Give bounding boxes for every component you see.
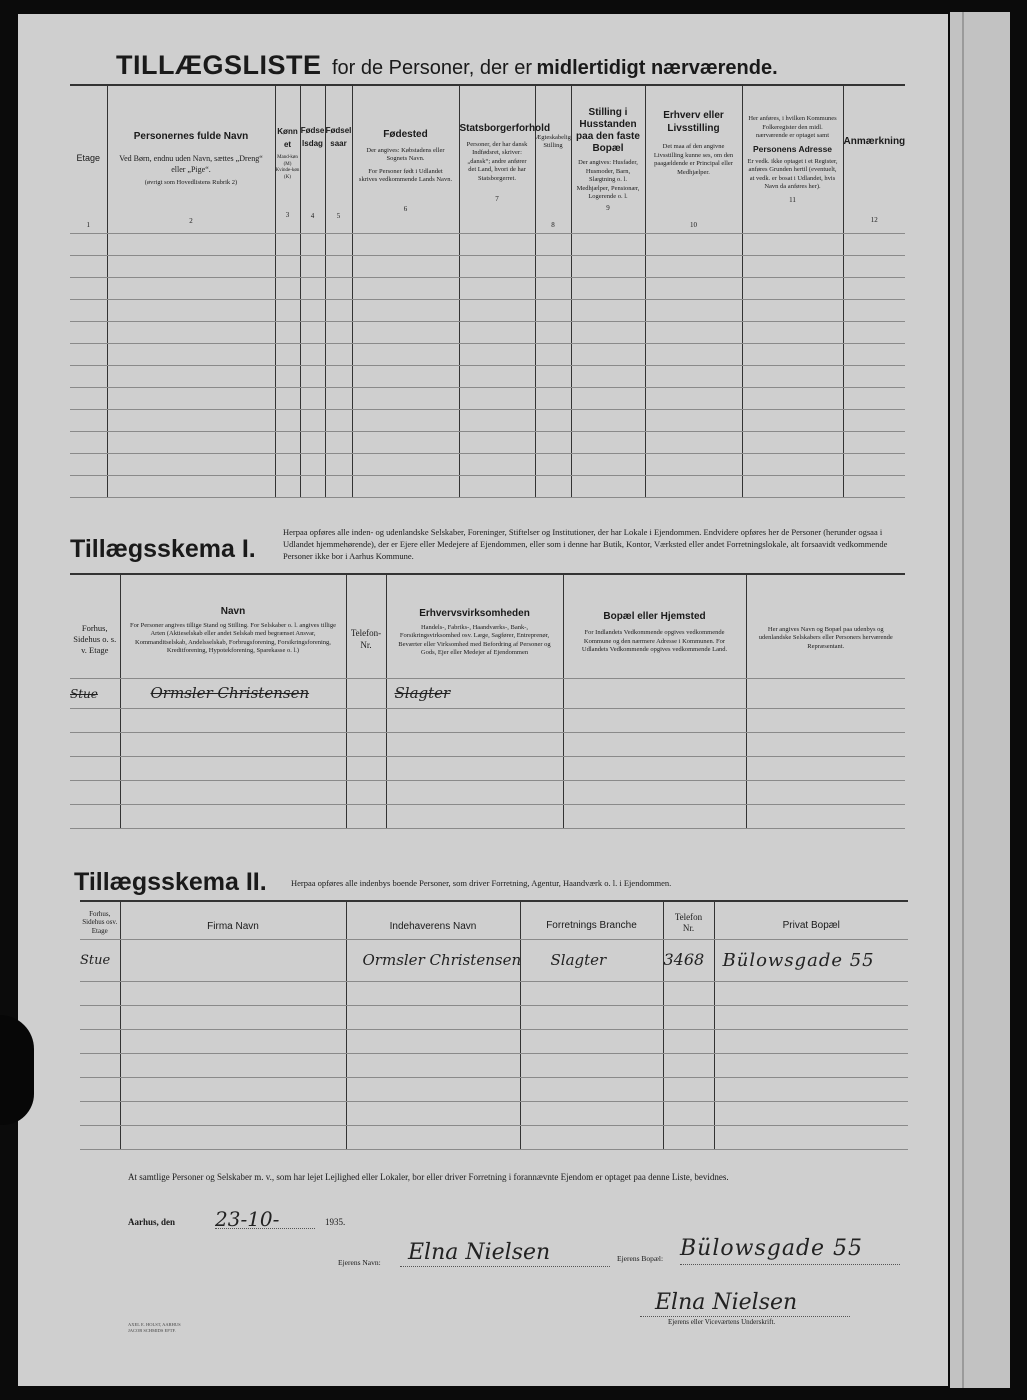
s1-row1-erhverv: Slagter — [394, 684, 451, 703]
table-row — [80, 939, 908, 981]
title-rest-bold: midlertidigt nærværende. — [536, 57, 778, 79]
s2-row1-bopael: Bülowsgade 55 — [722, 949, 875, 971]
table-row — [70, 387, 905, 409]
date-handwritten: 23-10- — [215, 1207, 280, 1231]
s2-col-etage: Forhus, Sidehus osv. Etage — [80, 901, 120, 939]
table-row — [70, 299, 905, 321]
date-line — [215, 1228, 315, 1229]
s1-col-navn: Navn For Personer angives tillige Stand og Stilling. For Selskaber o. l. angives tillige Arten (Aktieselskab eller andet Selskab med begrænset Ansvar, Kommanditselskab, Andelsselskab, Forbrugsforening, Forsikringsforening, Kreditforening, Hypotekforening, Sparekasse o. l.) — [120, 574, 346, 678]
s2-row1-indehaver: Ormsler Christensen — [362, 950, 522, 969]
skema2-title: Tillægsskema II. — [74, 868, 267, 896]
table-row — [70, 781, 905, 805]
page-title — [116, 50, 778, 81]
s1-row1-navn: Ormsler Christensen — [150, 684, 310, 703]
col-etage: Etage 1 — [70, 85, 107, 233]
main-list-table — [70, 84, 905, 498]
s2-col-bopael: Privat Bopæl — [714, 901, 908, 939]
col-navn: Personernes fulde Navn Ved Børn, endnu uden Navn, sættes „Dreng“ eller „Pige“. (øvrigt som Hovedlistens Rubrik 2) 2 — [107, 85, 275, 233]
owner-name-handwritten: Elna Nielsen — [408, 1240, 551, 1265]
col-aegteskab: Ægteskabelig Stilling 8 — [535, 85, 571, 233]
table-row — [70, 678, 905, 708]
col-statsborger: Statsborgerforhold Personer, der har dansk Indfødsret, skriver: „dansk“; andre anfører det Land, hvori de har Statsborgerret. 7 — [459, 85, 535, 233]
table-row — [70, 709, 905, 733]
year: 1935. — [325, 1217, 346, 1227]
table-row — [80, 1029, 908, 1053]
skema1-title: Tillægsskema I. — [70, 535, 256, 563]
s2-col-indehaver: Indehaverens Navn — [346, 901, 520, 939]
table-row — [80, 981, 908, 1005]
skema1-header — [70, 574, 905, 678]
table-row — [70, 343, 905, 365]
signature-line — [640, 1316, 850, 1317]
table-row — [70, 805, 905, 829]
table-row — [70, 453, 905, 475]
table-row — [80, 1053, 908, 1077]
table-row — [70, 233, 905, 255]
s2-row1-etage: Stue — [80, 953, 111, 969]
skema2-intro: Herpaa opføres alle indenbys boende Personer, som driver Forretning, Agentur, Haandværk o. l. i Ejendommen. — [291, 878, 672, 888]
s1-col-erhverv: Erhvervsvirksomheden Handels-, Fabriks-, Haandværks-, Bank-, Forsikringsvirksomhed osv. Læge, Sagfører, Entreprenør, Beværter eller Virksomhed med Befordring af Personer og Gods, Ejer eller Medejer af Ejendommen — [386, 574, 563, 678]
col-stilling: Stilling i Husstanden paa den faste Bopæl Der angives: Husfader, Husmoder, Barn, Slægtning o. l. Medhjælper, Pensionær, Logerende o. l. 9 — [571, 85, 645, 233]
table-row — [80, 1125, 908, 1149]
table-row — [70, 409, 905, 431]
s2-row1-telefon: 3468 — [663, 950, 705, 970]
table-row — [80, 1077, 908, 1101]
attestation-statement: At samtlige Personer og Selskaber m. v., som har lejet Lejlighed eller Lokaler, bor eller driver Forretning i forannævnte Ejendom er optaget paa denne Liste, bevidnes. — [128, 1172, 729, 1182]
printer-stamp: AXEL E. HOLST, AARHUS JACOB SCHMIDS EFTF. — [128, 1322, 181, 1333]
table-row — [80, 1101, 908, 1125]
owner-addr-line — [680, 1264, 900, 1265]
place-label: Aarhus, den — [128, 1217, 176, 1227]
col-foedested: Fødested Der angives: Købstadens eller Sognets Navn. For Personer født i Udlandet skrives vedkommende Lands Navn. 6 — [352, 85, 459, 233]
s2-col-firma: Firma Navn — [120, 901, 346, 939]
s2-col-branche: Forretnings Branche — [520, 901, 663, 939]
table-row — [70, 277, 905, 299]
col-erhverv: Erhverv eller Livsstilling Det maa af den angivne Livsstilling kunne ses, om den paagældende er Principal eller Medhjælper. 10 — [645, 85, 742, 233]
s2-row1-branche: Slagter — [550, 950, 607, 969]
col-adresse: Her anføres, i hvilken Kommunes Folkeregister den midl. nærværende er optaget samt Personens Adresse Er vedk. ikke optaget i et Register, anføres Grunden hertil (eventuelt, at vedk. er bosat i Udlandet, hvis Navn da anføres her). 11 — [742, 85, 843, 233]
table-row — [70, 365, 905, 387]
col-koen: Kønnet Mand-køn (M) Kvinde-køn (K) 3 — [275, 85, 300, 233]
table-row — [70, 255, 905, 277]
s1-col-etage: Forhus, Sidehus o. s. v. Etage — [70, 574, 120, 678]
title-rest: for de Personer, der er — [331, 57, 533, 79]
skema1-table — [70, 573, 905, 829]
s2-col-telefon: Telefon Nr. — [663, 901, 714, 939]
owner-addr-label: Ejerens Bopæl: — [617, 1254, 664, 1263]
table-row — [80, 1005, 908, 1029]
table-row — [70, 321, 905, 343]
s1-row1-etage: Stue — [70, 686, 98, 701]
skema2-table — [80, 900, 908, 1150]
col-foedselsdag: Fødselsdag 4 — [300, 85, 325, 233]
s1-col-repraesentant: Her angives Navn og Bopæl paa udenbys og udenlandske Selskabers eller Personers herværende Repræsentant. — [746, 574, 905, 678]
table-row — [70, 757, 905, 781]
skema2-header — [80, 901, 908, 939]
signature-handwritten: Elna Nielsen — [655, 1290, 798, 1315]
table-row — [70, 733, 905, 757]
owner-addr-handwritten: Bülowsgade 55 — [680, 1236, 864, 1261]
signature-label: Ejerens eller Viceværtens Underskrift. — [668, 1318, 776, 1326]
binder-clip — [0, 1015, 34, 1125]
title-main: TILLÆGSLISTE — [116, 50, 322, 80]
col-anmaerkning: Anmærkning 12 — [843, 85, 905, 233]
main-list-header — [70, 85, 905, 233]
table-row — [70, 475, 905, 497]
table-row — [70, 431, 905, 453]
adjacent-page-edge — [950, 12, 1010, 1388]
s1-col-bopael: Bopæl eller Hjemsted For Indlandets Vedkommende opgives vedkommende Kommune og den nærmere Adresse i Kommunen. For Udlandets Vedkommende opgives vedkommende Land. — [563, 574, 746, 678]
skema1-intro: Herpaa opføres alle inden- og udenlandske Selskaber, Foreninger, Stiftelser og Institutioner, der har Lokale i Ejendommen. Endvidere opføres her de Personer (herunder ogsaa i Udlandet hjemmehørende), der er Ejere eller Medejere af Ejendommen, eller som i denne har Butik, Kontor, Værksted eller andet Forretningslokale, alt forsaavidt vedkommende Personer ikke bor i Aarhus Kommune. — [283, 527, 888, 561]
s1-col-telefon: Telefon-Nr. — [346, 574, 386, 678]
col-foedselsaar: Fødselsaar 5 — [325, 85, 352, 233]
owner-name-line — [400, 1266, 610, 1267]
owner-name-label: Ejerens Navn: — [338, 1258, 381, 1267]
